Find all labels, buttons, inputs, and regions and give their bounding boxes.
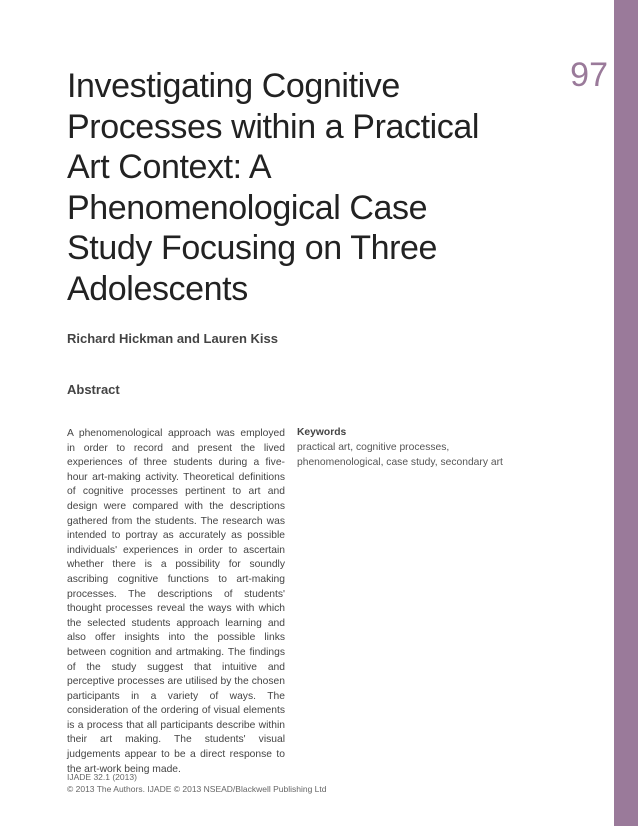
copyright-notice: © 2013 The Authors. IJADE © 2013 NSEAD/Blackwell Publishing Ltd	[67, 784, 327, 794]
authors: Richard Hickman and Lauren Kiss	[67, 331, 278, 346]
page-number: 97	[570, 56, 608, 94]
abstract-text: A phenomenological approach was employed in order to record and present the lived experiences of three students during a five-hour art-making activity. Theoretical definitions of cognitive processes pertinent to art and design were compared with the descriptions gathered from the students. The research was intended to portray as accurately as possible individuals' experiences in order to ascertain whether there is a possibility for soundly ascribing cognitive functions to art-making processes. The descriptions of students' thought processes reveal the ways with which the selected students approach learning and also offer insights into the possible links between cognition and artmaking. The findings of the study suggest that intuitive and perceptive processes are utilised by the chosen participants in a variety of ways. The consideration of the ordering of visual elements is a process that all participants describe within their art making. The students' visual judgements appear to be a direct response to the art-work being made.	[67, 428, 285, 775]
abstract-heading: Abstract	[67, 382, 120, 397]
keywords-text: practical art, cognitive processes, phenomenological, case study, secondary art	[297, 442, 503, 468]
article-title: Investigating Cognitive Processes within a Practical Art Context: A Phenomenological Case Study Focusing on Three Adolescents	[67, 67, 480, 308]
journal-citation: IJADE 32.1 (2013)	[67, 772, 137, 782]
keywords-heading: Keywords	[297, 427, 347, 438]
side-accent-bar	[614, 0, 638, 826]
